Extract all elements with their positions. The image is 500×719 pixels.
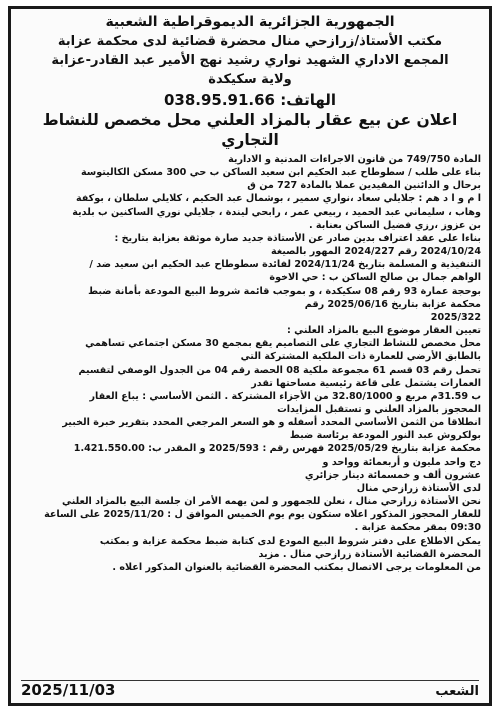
body-line: تعيين العقار موضوع البيع بالمزاد العلني : — [286, 325, 481, 337]
legal-notice — [8, 6, 492, 706]
body-line: بناء على طلب / سطوطاح عبد الحكيم ابن سعيد الساكن ب حي 300 مسكن الكاليتوسة — [80, 167, 481, 179]
body-line: بن عزوز ،رزي فضيل الساكن بعنابة . — [308, 219, 481, 231]
publication-name: الشعب — [435, 684, 479, 699]
body-line: المادة 749/750 من قانون الاجراءات المدنية و الادارية — [228, 154, 481, 165]
body-line: المحجوز بالمزاد العلني و تستقبل المزايدات — [277, 403, 481, 415]
body-line: تحمل رقم 03 قسم 61 مجموعة ملكية 08 الحصة رقم 04 من الجدول الوصفي لتقسيم — [78, 364, 481, 376]
body-line: محكمة عزابة بتاريخ 2025/06/16 رقم — [304, 298, 481, 310]
body-line: 2025/322 — [430, 311, 481, 323]
body-line: بناءا على عقد اعتراف بدين صادر عن الأستاذة جديد صارة موثقة بعزابة بتاريخ : — [114, 232, 481, 244]
body-line: ب 31.59م مربع و 32.80/1000 من الأجزاء المشتركة . الثمن الأساسي : يباع العقار — [89, 390, 481, 402]
body-line: التنفيذية و المسلمة بتاريخ 2024/11/24 لفائدة سطوطاح عبد الحكيم ابن سعيد ضد / — [89, 259, 481, 271]
body-line: العمارات يشتمل على قاعة رئيسية مساحتها تقدر — [251, 377, 481, 389]
body-line: محل مخصص للنشاط التجاري على التصاميم يقع بمجمع 30 مسكن اجتماعي تساهمي — [85, 338, 481, 350]
body-line: بالطابق الأرضي للعمارة ذات الملكية المشتركة التي — [240, 351, 481, 363]
body-line: برحال و الدائنين المقيدين عملا بالمادة 727 من ق — [247, 180, 481, 192]
header-line-3: المجمع الاداري الشهيد نواري رشيد نهج الأمير عبد القادر-عزابة — [51, 53, 449, 68]
body-line: من المعلومات يرجى الاتصال بمكتب المحضرة القضائية بالعنوان المذكور اعلاه . — [112, 561, 481, 573]
body-line: الواهم جمال بن صالح الساكن ب : حي الاخوة — [269, 272, 481, 284]
header-line-4: ولاية سكيكدة — [208, 72, 292, 87]
body-line: دج واحد مليون و أربعمائة وواحد و — [322, 456, 481, 468]
phone-number: الهاتف: 038.95.91.66 — [163, 91, 337, 109]
body-line: يمكن الاطلاع على دفتر شروط البيع المودع لدى كتابة ضبط محكمة عزابة و بمكتب — [99, 535, 481, 547]
publication-date: 2025/11/03 — [21, 681, 116, 699]
body-line: نحن الأستاذة زرازحي منال ، نعلن للجمهور و لمن يهمه الأمر ان جلسة البيع بالمزاد العلني — [61, 496, 481, 508]
body-line: عشرون ألف و خمسمائة دينار جزائري — [304, 469, 481, 481]
body-line: بوحجة عمارة 93 رقم 08 سكيكدة ، و بموجب قائمة شروط البيع المودعة بأمانة ضبط — [88, 285, 481, 297]
body-line: 2024/10/24 رقم 2024/227 المهور بالصيغة — [271, 246, 481, 258]
body-line: المحضرة القضائية الأستاذة زرازحي منال . مزيد — [258, 548, 481, 560]
body-line: بولكروش عبد النور المودعة برئاسة ضبط — [289, 430, 481, 442]
header-line-1: الجمهورية الجزائرية الديموقراطية الشعبية — [105, 14, 395, 30]
body-line: وهاب ، سليماني عبد الحميد ، ربيعي عمر ، رابحي ليندة ، جلايلي نوري الساكنين ب بلدية — [72, 206, 481, 218]
body-line: ا م و ا د هم : جلايلي سعاد ،نواري سمير ، بوشمال عبد الحكيم ، كلايلي سلطان ، بوكفة — [75, 193, 481, 205]
notice-title: اعلان عن بيع عقار بالمزاد العلني محل مخصص للنشاط التجاري — [42, 111, 458, 149]
body-line: محكمة عزابة بتاريخ 2025/05/29 فهرس رقم : 2025/593 و المقدر ب: 1.421.550.00 — [73, 443, 481, 455]
body-line: لدى الأستاذة زرازحي منال — [356, 482, 481, 494]
notice-footer — [21, 681, 479, 699]
header-line-2: مكتب الأستاذ/زرازحي منال محضرة قضائية لدى محكمة عزابة — [57, 34, 443, 49]
body-line: انطلاقا من الثمن الأساسي المحدد أسفله و هو السعر المرجعي المحدد بتقرير خبرة الخبير — [62, 417, 481, 429]
notice-body — [19, 153, 481, 574]
body-line: 09:30 بمقر محكمة عزابة . — [354, 522, 481, 534]
body-line: للعقار المحجوز المذكور اعلاه ستكون يوم يوم الخميس الموافق ل : 2025/11/20 على الساعة — [44, 509, 481, 521]
notice-header — [19, 13, 481, 89]
